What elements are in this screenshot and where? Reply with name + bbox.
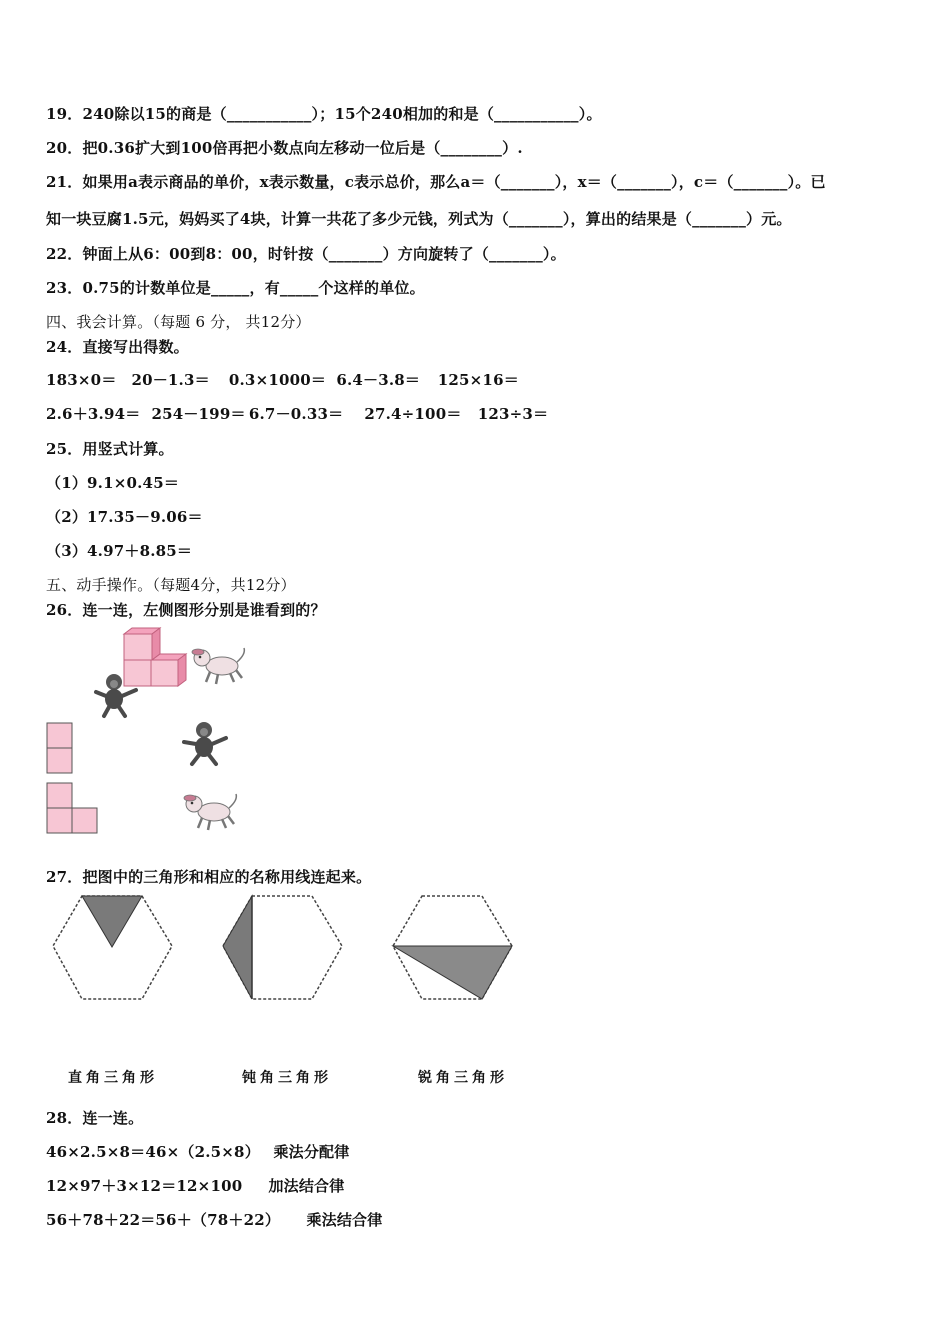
dog-icon xyxy=(182,790,240,832)
question-25-item-1: （1）9.1×0.45＝ xyxy=(46,474,180,492)
question-20: 20．把0.36扩大到100倍再把小数点向左移动一位后是（________）. xyxy=(46,139,523,157)
mental-math-row-1 xyxy=(46,369,518,390)
math-item: 125×16＝ xyxy=(437,371,519,389)
math-item: 0.3×1000＝ xyxy=(228,371,327,389)
question-23: 23．0.75的计数单位是_____，有_____个这样的单位。 xyxy=(46,279,425,297)
question-22: 22．钟面上从6：00到8：00，时针按（_______）方向旋转了（_______）。 xyxy=(46,245,566,263)
question-25-item-2: （2）17.35－9.06＝ xyxy=(46,508,203,526)
q28-expression: 56＋78＋22＝56＋（78＋22） xyxy=(46,1211,281,1229)
view-option-two-stacked xyxy=(46,722,74,774)
question-25-item-3: （3）4.97＋8.85＝ xyxy=(46,542,193,560)
question-26: 26．连一连，左侧图形分别是谁看到的？ xyxy=(46,601,326,619)
question-21-line1: 21．如果用a表示商品的单价，x表示数量，c表示总价，那么a＝（_______），x＝（_______），c＝（_______）。已 xyxy=(46,173,826,191)
q28-law: 乘法结合律 xyxy=(306,1211,383,1229)
question-25: 25．用竖式计算。 xyxy=(46,440,174,458)
hexagon-acute-triangle xyxy=(390,893,516,1003)
section-4-title: 四、我会计算。（每题 6 分， 共12分） xyxy=(46,313,311,331)
label-obtuse-triangle: 钝角三角形 xyxy=(242,1070,332,1086)
question-24: 24．直接写出得数。 xyxy=(46,338,189,356)
math-item: 123÷3＝ xyxy=(477,405,549,423)
math-item: 20－1.3＝ xyxy=(131,371,210,389)
question-21-line2: 知一块豆腐1.5元，妈妈买了4块，计算一共花了多少元钱，列式为（_______），算出的结果是（_______）元。 xyxy=(46,210,792,228)
monkey-icon xyxy=(182,720,230,766)
q28-row-3 xyxy=(46,1209,382,1230)
q28-law: 乘法分配律 xyxy=(273,1143,350,1161)
q28-row-2 xyxy=(46,1175,344,1196)
dog-icon xyxy=(190,644,248,686)
mental-math-row-2 xyxy=(46,403,558,424)
math-item: 6.7－0.33＝ xyxy=(248,405,344,423)
question-28: 28．连一连。 xyxy=(46,1109,144,1127)
hexagon-obtuse-triangle xyxy=(220,893,346,1003)
math-item: 183×0＝ xyxy=(46,371,117,389)
hexagon-right-triangle xyxy=(50,893,176,1003)
section-5-title: 五、动手操作。（每题4分，共12分） xyxy=(46,576,296,594)
view-option-l-shape xyxy=(46,782,100,834)
question-19: 19．240除以15的商是（___________）；15个240相加的和是（___________）。 xyxy=(46,105,602,123)
math-item: 254－199＝ xyxy=(151,405,246,423)
label-right-triangle: 直角三角形 xyxy=(68,1070,158,1086)
math-item: 2.6＋3.94＝ xyxy=(46,405,141,423)
q28-row-1 xyxy=(46,1141,349,1162)
math-item: 27.4÷100＝ xyxy=(364,405,462,423)
monkey-icon xyxy=(92,672,140,718)
q28-expression: 12×97＋3×12＝12×100 xyxy=(46,1177,243,1195)
math-item: 6.4－3.8＝ xyxy=(336,371,421,389)
q28-expression: 46×2.5×8＝46×（2.5×8） xyxy=(46,1143,260,1161)
question-27: 27．把图中的三角形和相应的名称用线连起来。 xyxy=(46,868,372,886)
label-acute-triangle: 锐角三角形 xyxy=(418,1070,508,1086)
q28-law: 加法结合律 xyxy=(268,1177,345,1195)
